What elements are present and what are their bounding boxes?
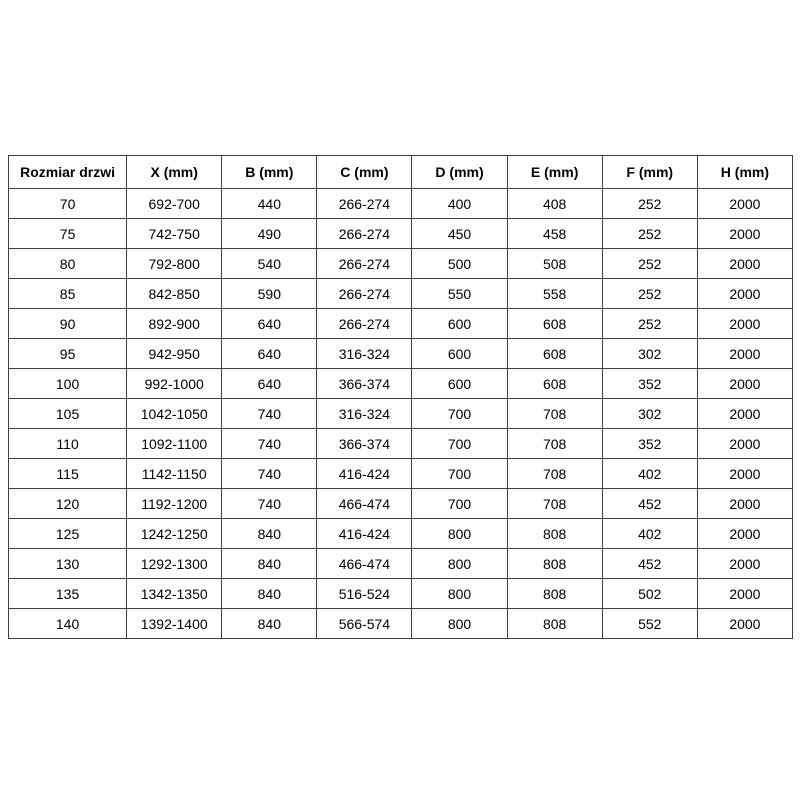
table-cell: 2000 — [697, 429, 792, 459]
table-cell: 500 — [412, 249, 507, 279]
table-cell: 600 — [412, 309, 507, 339]
table-cell: 75 — [9, 219, 127, 249]
table-cell: 700 — [412, 459, 507, 489]
table-cell: 125 — [9, 519, 127, 549]
column-header-5: E (mm) — [507, 156, 602, 189]
table-cell: 740 — [222, 489, 317, 519]
table-cell: 700 — [412, 429, 507, 459]
table-cell: 416-424 — [317, 519, 412, 549]
column-header-0: Rozmiar drzwi — [9, 156, 127, 189]
table-cell: 840 — [222, 549, 317, 579]
table-row — [9, 249, 793, 279]
table-row — [9, 189, 793, 219]
table-cell: 400 — [412, 189, 507, 219]
table-cell: 708 — [507, 399, 602, 429]
table-row — [9, 579, 793, 609]
table-cell: 508 — [507, 249, 602, 279]
table-cell: 2000 — [697, 189, 792, 219]
table-row — [9, 219, 793, 249]
table-cell: 2000 — [697, 249, 792, 279]
table-cell: 700 — [412, 489, 507, 519]
table-cell: 266-274 — [317, 309, 412, 339]
table-cell: 840 — [222, 579, 317, 609]
table-cell: 452 — [602, 549, 697, 579]
column-header-4: D (mm) — [412, 156, 507, 189]
table-cell: 708 — [507, 459, 602, 489]
table-cell: 352 — [602, 429, 697, 459]
table-cell: 502 — [602, 579, 697, 609]
table-cell: 2000 — [697, 369, 792, 399]
table-cell: 130 — [9, 549, 127, 579]
table-cell: 708 — [507, 429, 602, 459]
table-cell: 1292-1300 — [127, 549, 222, 579]
table-row — [9, 399, 793, 429]
table-row — [9, 459, 793, 489]
table-row — [9, 279, 793, 309]
table-cell: 708 — [507, 489, 602, 519]
table-cell: 252 — [602, 309, 697, 339]
table-cell: 742-750 — [127, 219, 222, 249]
table-cell: 800 — [412, 519, 507, 549]
table-cell: 2000 — [697, 309, 792, 339]
table-cell: 115 — [9, 459, 127, 489]
table-cell: 800 — [412, 579, 507, 609]
table-row — [9, 489, 793, 519]
table-cell: 540 — [222, 249, 317, 279]
column-header-6: F (mm) — [602, 156, 697, 189]
table-cell: 266-274 — [317, 249, 412, 279]
table-cell: 466-474 — [317, 489, 412, 519]
table-cell: 266-274 — [317, 279, 412, 309]
table-cell: 808 — [507, 579, 602, 609]
table-cell: 808 — [507, 519, 602, 549]
table-cell: 1242-1250 — [127, 519, 222, 549]
table-cell: 590 — [222, 279, 317, 309]
table-cell: 1192-1200 — [127, 489, 222, 519]
table-cell: 2000 — [697, 219, 792, 249]
table-cell: 2000 — [697, 459, 792, 489]
table-cell: 1092-1100 — [127, 429, 222, 459]
table-cell: 608 — [507, 309, 602, 339]
table-cell: 252 — [602, 189, 697, 219]
table-cell: 608 — [507, 369, 602, 399]
table-cell: 600 — [412, 339, 507, 369]
table-cell: 100 — [9, 369, 127, 399]
table-cell: 740 — [222, 459, 317, 489]
table-cell: 740 — [222, 429, 317, 459]
table-cell: 1392-1400 — [127, 609, 222, 639]
table-cell: 2000 — [697, 489, 792, 519]
table-cell: 252 — [602, 279, 697, 309]
table-cell: 120 — [9, 489, 127, 519]
table-cell: 1342-1350 — [127, 579, 222, 609]
table-cell: 352 — [602, 369, 697, 399]
column-header-1: X (mm) — [127, 156, 222, 189]
table-cell: 105 — [9, 399, 127, 429]
table-cell: 316-324 — [317, 399, 412, 429]
table-header-row — [9, 156, 793, 189]
table-cell: 566-574 — [317, 609, 412, 639]
table-cell: 366-374 — [317, 369, 412, 399]
table-cell: 366-374 — [317, 429, 412, 459]
table-cell: 252 — [602, 219, 697, 249]
table-cell: 1042-1050 — [127, 399, 222, 429]
table-row — [9, 549, 793, 579]
table-row — [9, 309, 793, 339]
table-cell: 792-800 — [127, 249, 222, 279]
table-cell: 2000 — [697, 609, 792, 639]
table-cell: 266-274 — [317, 189, 412, 219]
table-cell: 416-424 — [317, 459, 412, 489]
table-cell: 252 — [602, 249, 697, 279]
table-cell: 490 — [222, 219, 317, 249]
table-cell: 2000 — [697, 579, 792, 609]
table-cell: 316-324 — [317, 339, 412, 369]
table-cell: 452 — [602, 489, 697, 519]
table-cell: 600 — [412, 369, 507, 399]
table-cell: 85 — [9, 279, 127, 309]
table-cell: 2000 — [697, 549, 792, 579]
table-cell: 558 — [507, 279, 602, 309]
table-cell: 440 — [222, 189, 317, 219]
table-cell: 2000 — [697, 339, 792, 369]
table-cell: 80 — [9, 249, 127, 279]
table-cell: 740 — [222, 399, 317, 429]
table-cell: 840 — [222, 519, 317, 549]
table-row — [9, 519, 793, 549]
table-cell: 402 — [602, 459, 697, 489]
table-cell: 842-850 — [127, 279, 222, 309]
table-cell: 516-524 — [317, 579, 412, 609]
table-cell: 450 — [412, 219, 507, 249]
table-cell: 552 — [602, 609, 697, 639]
table-cell: 466-474 — [317, 549, 412, 579]
table-cell: 2000 — [697, 519, 792, 549]
table-cell: 640 — [222, 369, 317, 399]
table-cell: 700 — [412, 399, 507, 429]
table-cell: 140 — [9, 609, 127, 639]
table-cell: 2000 — [697, 279, 792, 309]
table-cell: 2000 — [697, 399, 792, 429]
table-cell: 95 — [9, 339, 127, 369]
table-cell: 302 — [602, 339, 697, 369]
table-row — [9, 609, 793, 639]
table-cell: 1142-1150 — [127, 459, 222, 489]
table-cell: 302 — [602, 399, 697, 429]
table-row — [9, 429, 793, 459]
table-body — [9, 189, 793, 639]
table-cell: 110 — [9, 429, 127, 459]
table-row — [9, 339, 793, 369]
table-cell: 70 — [9, 189, 127, 219]
table-row — [9, 369, 793, 399]
table-cell: 692-700 — [127, 189, 222, 219]
column-header-2: B (mm) — [222, 156, 317, 189]
table-cell: 266-274 — [317, 219, 412, 249]
table-cell: 892-900 — [127, 309, 222, 339]
table-cell: 458 — [507, 219, 602, 249]
table-cell: 90 — [9, 309, 127, 339]
table-cell: 808 — [507, 609, 602, 639]
column-header-3: C (mm) — [317, 156, 412, 189]
table-cell: 808 — [507, 549, 602, 579]
table-cell: 800 — [412, 549, 507, 579]
table-header — [9, 156, 793, 189]
table-cell: 992-1000 — [127, 369, 222, 399]
door-size-spec-table — [8, 155, 793, 639]
column-header-7: H (mm) — [697, 156, 792, 189]
table-cell: 800 — [412, 609, 507, 639]
table-cell: 840 — [222, 609, 317, 639]
table-cell: 942-950 — [127, 339, 222, 369]
table-cell: 640 — [222, 339, 317, 369]
table-cell: 640 — [222, 309, 317, 339]
table-cell: 408 — [507, 189, 602, 219]
table-cell: 550 — [412, 279, 507, 309]
table-cell: 608 — [507, 339, 602, 369]
table-cell: 135 — [9, 579, 127, 609]
table-cell: 402 — [602, 519, 697, 549]
